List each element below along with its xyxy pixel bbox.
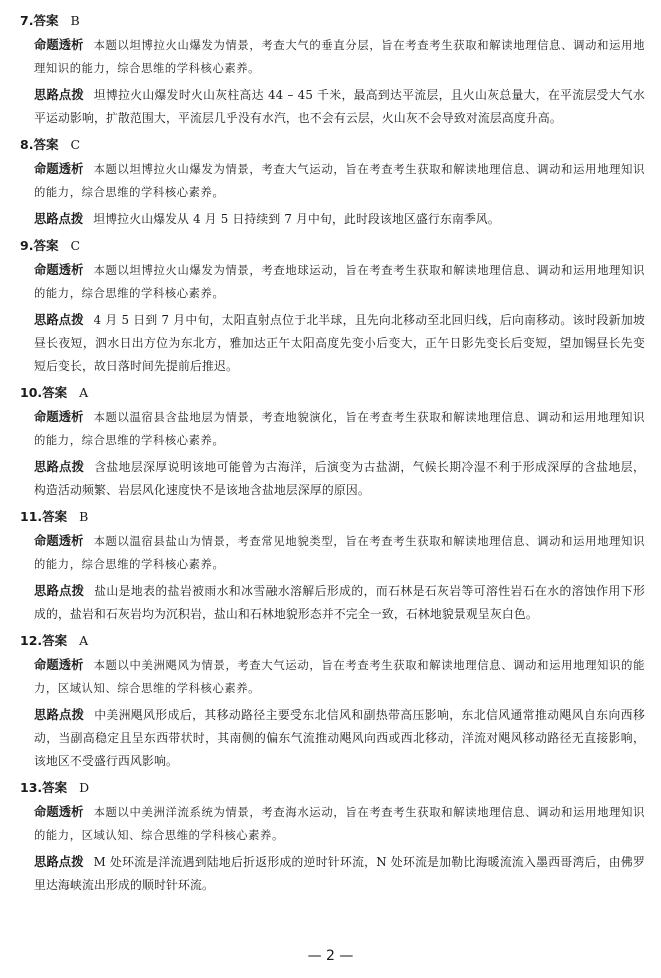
answer-item xyxy=(20,10,645,130)
section-label: 思路点拨 xyxy=(34,855,84,869)
answer-line xyxy=(20,777,645,801)
answer-letter: A xyxy=(79,385,89,400)
answer-line xyxy=(20,382,645,406)
section-label: 思路点拨 xyxy=(34,708,85,722)
section-text: 中美洲飓风形成后，其移动路径主要受东北信风和副热带高压影响，东北信风通常推动飓风自东向西移动，当副高稳定且呈东西带状时，其南侧的偏东气流推动飓风向西或西北移动，洋流对飓风移动路径无直接影响，该地区不受盛行西风影响。 xyxy=(34,708,645,768)
section-label: 命题透析 xyxy=(34,38,84,52)
section-hint xyxy=(20,456,645,502)
question-number: 9. xyxy=(20,238,34,253)
section-label: 命题透析 xyxy=(34,162,84,176)
answer-line xyxy=(20,134,645,158)
section-text: 4 月 5 日到 7 月中旬，太阳直射点位于北半球，且先向北移动至北回归线，后向南移动。该时段新加坡昼长夜短，泗水日出方位为东北方，雅加达正午太阳高度先变小后变大，正午日影先变长后变短，望加锡昼长先变短后变长，故日落时间先提前后推迟。 xyxy=(34,313,645,373)
answer-label: 答案 xyxy=(33,13,59,28)
answer-label: 答案 xyxy=(33,137,59,152)
answer-letter: D xyxy=(79,780,90,795)
question-number: 11. xyxy=(20,509,43,524)
answer-item xyxy=(20,235,645,378)
section-text: 坦博拉火山爆发时火山灰柱高达 44 – 45 千米，最高到达平流层，且火山灰总量大，在平流层受大气水平运动影响，扩散范围大，平流层几乎没有水汽，也不会有云层，火山灰不会导致对流层高度升高。 xyxy=(34,88,645,125)
answer-line xyxy=(20,10,645,34)
section-text: 盐山是地表的盐岩被雨水和冰雪融水溶解后形成的，而石林是石灰岩等可溶性岩石在水的溶蚀作用下形成的，盐岩和石灰岩均为沉积岩，盐山和石林地貌形态并不完全一致，石林地貌景观呈灰白色。 xyxy=(34,584,645,621)
question-number: 12. xyxy=(20,633,43,648)
section-context xyxy=(20,34,645,80)
section-hint xyxy=(20,309,645,378)
section-label: 命题透析 xyxy=(34,410,84,424)
section-text: 本题以坦博拉火山爆发为情景，考查地球运动，旨在考查考生获取和解读地理信息、调动和运用地理知识的能力，综合思维的学科核心素养。 xyxy=(34,264,645,300)
answer-line xyxy=(20,630,645,654)
question-number: 13. xyxy=(20,780,43,795)
section-label: 思路点拨 xyxy=(34,584,85,598)
section-label: 思路点拨 xyxy=(34,313,84,327)
section-label: 思路点拨 xyxy=(34,88,84,102)
section-text: 含盐地层深厚说明该地可能曾为古海洋，后演变为古盐湖，气候长期冷湿不利于形成深厚的含盐地层，构造活动频繁、岩层风化速度快不是该地含盐地层深厚的原因。 xyxy=(34,460,645,497)
section-label: 命题透析 xyxy=(34,805,84,819)
answer-label: 答案 xyxy=(42,633,68,648)
section-label: 命题透析 xyxy=(34,658,84,672)
section-context xyxy=(20,158,645,204)
section-hint xyxy=(20,851,645,897)
answer-item xyxy=(20,382,645,502)
answer-label: 答案 xyxy=(42,780,68,795)
page-number: — 2 — xyxy=(307,948,354,964)
section-label: 命题透析 xyxy=(34,534,84,548)
section-text: 本题以坦博拉火山爆发为情景，考查大气的垂直分层，旨在考查考生获取和解读地理信息、调动和运用地理知识的能力，综合思维的学科核心素养。 xyxy=(34,39,645,75)
section-context xyxy=(20,801,645,847)
answer-letter: B xyxy=(70,13,80,28)
answer-label: 答案 xyxy=(33,238,59,253)
answer-label: 答案 xyxy=(42,385,68,400)
section-context xyxy=(20,406,645,452)
section-text: M 处环流是洋流遇到陆地后折返形成的逆时针环流，N 处环流是加勒比海暖流流入墨西哥湾后，由佛罗里达海峡流出形成的顺时针环流。 xyxy=(34,855,645,892)
section-text: 本题以坦博拉火山爆发为情景，考查大气运动，旨在考查考生获取和解读地理信息、调动和运用地理知识的能力，综合思维的学科核心素养。 xyxy=(34,163,645,199)
section-context xyxy=(20,259,645,305)
section-hint xyxy=(20,580,645,626)
answer-letter: B xyxy=(79,509,89,524)
section-hint xyxy=(20,704,645,773)
section-context xyxy=(20,654,645,700)
answer-letter: C xyxy=(70,238,81,253)
section-label: 命题透析 xyxy=(34,263,84,277)
answer-letter: C xyxy=(70,137,81,152)
section-text: 本题以中美洲洋流系统为情景，考查海水运动，旨在考查考生获取和解读地理信息、调动和运用地理知识的能力，区域认知、综合思维的学科核心素养。 xyxy=(34,806,645,842)
section-text: 本题以温宿县盐山为情景，考查常见地貌类型，旨在考查考生获取和解读地理信息、调动和运用地理知识的能力，综合思维的学科核心素养。 xyxy=(34,535,645,571)
section-hint xyxy=(20,208,645,231)
section-label: 思路点拨 xyxy=(34,460,85,474)
answer-line xyxy=(20,235,645,259)
question-number: 10. xyxy=(20,385,43,400)
section-hint xyxy=(20,84,645,130)
answer-item xyxy=(20,777,645,897)
answer-list xyxy=(20,10,645,897)
answer-line xyxy=(20,506,645,530)
answer-item xyxy=(20,630,645,773)
section-text: 本题以中美洲飓风为情景，考查大气运动，旨在考查考生获取和解读地理信息、调动和运用地理知识的能力，区域认知、综合思维的学科核心素养。 xyxy=(34,659,645,695)
answer-item xyxy=(20,134,645,231)
question-number: 7. xyxy=(20,13,34,28)
section-label: 思路点拨 xyxy=(34,212,84,226)
section-context xyxy=(20,530,645,576)
section-text: 本题以温宿县含盐地层为情景，考查地貌演化，旨在考查考生获取和解读地理信息、调动和运用地理知识的能力，综合思维的学科核心素养。 xyxy=(34,411,645,447)
answer-label: 答案 xyxy=(42,509,68,524)
question-number: 8. xyxy=(20,137,34,152)
answer-letter: A xyxy=(79,633,89,648)
answer-item xyxy=(20,506,645,626)
section-text: 坦博拉火山爆发从 4 月 5 日持续到 7 月中旬，此时段该地区盛行东南季风。 xyxy=(93,212,500,226)
